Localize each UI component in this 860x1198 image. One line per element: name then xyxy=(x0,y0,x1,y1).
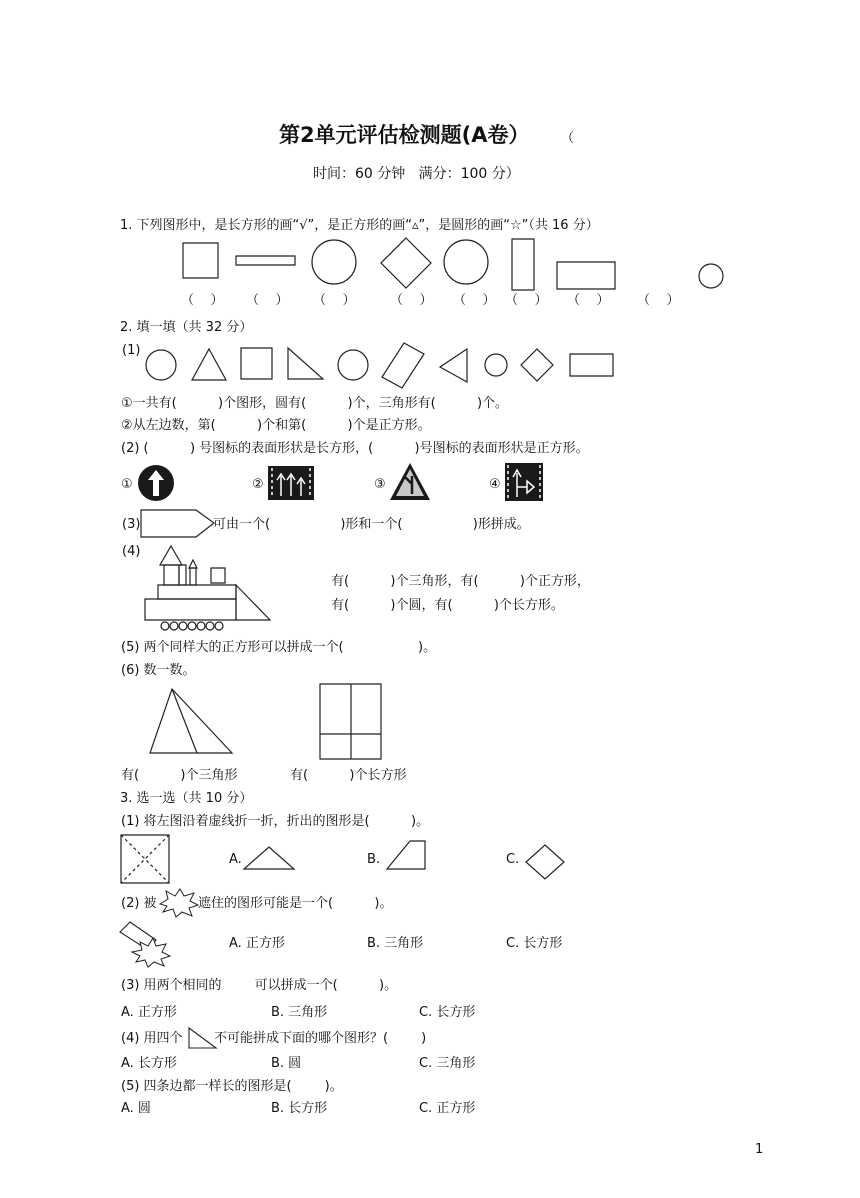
starburst-cover-icon xyxy=(158,888,200,918)
q1-answer-1[interactable]: （ ） xyxy=(181,293,224,308)
q3-p3-option-b[interactable]: B. 三角形 xyxy=(271,1005,328,1020)
q2-p1-label: (1) xyxy=(122,343,141,358)
q1-text: 1. 下列图形中，是长方形的画“√”，是正方形的画“▵”，是圆形的画“☆”（共 16 分） xyxy=(120,218,599,233)
q1-answer-3[interactable]: （ ） xyxy=(313,293,356,308)
q3-p1-option-b[interactable]: B. xyxy=(367,852,381,867)
q3-p4-option-c[interactable]: C. 三角形 xyxy=(419,1056,476,1071)
option-c-diamond xyxy=(526,845,564,879)
q1-answer-8[interactable]: （ ） xyxy=(637,293,680,308)
q2-p4-line2: 有( )个圆，有( )个长方形。 xyxy=(331,598,564,613)
q2-p2-text: (2) ( ) 号图标的表面形状是长方形，( )号图标的表面形状是正方形。 xyxy=(121,441,589,456)
q2-p4-line1: 有( )个三角形，有( )个正方形， xyxy=(331,574,590,589)
q3-p5-option-b[interactable]: B. 长方形 xyxy=(271,1101,328,1116)
q2-p1-line2: ②从左边数，第( )个和第( )个是正方形。 xyxy=(121,418,431,433)
q2-p5-text: (5) 两个同样大的正方形可以拼成一个( )。 xyxy=(121,640,437,655)
q3-p1-option-a[interactable]: A. xyxy=(229,852,242,867)
q2-p6-ans-triangle: 有( )个三角形 xyxy=(121,768,238,783)
q3-p4-text-a: (4) 用四个 xyxy=(121,1031,183,1046)
q1-answer-7[interactable]: （ ） xyxy=(567,293,610,308)
q3-p2-text-a: (2) 被 xyxy=(121,896,157,911)
q2-header: 2. 填一填（共 32 分） xyxy=(120,320,253,335)
q3-p5-option-a[interactable]: A. 圆 xyxy=(121,1101,151,1116)
q1-answer-5[interactable]: （ ） xyxy=(453,293,496,308)
q2-p6-text: (6) 数一数。 xyxy=(121,663,196,678)
q3-p1-option-c[interactable]: C. xyxy=(506,852,520,867)
q2-p1-line1: ①一共有( )个图形，圆有( )个，三角形有( )个。 xyxy=(121,396,509,411)
q2-p6-ans-rect: 有( )个长方形 xyxy=(290,768,407,783)
q2-icon-label-2: ② xyxy=(252,477,264,492)
fold-square xyxy=(121,835,169,883)
q3-p3-text: (3) 用两个相同的 可以拼成一个( )。 xyxy=(121,978,398,993)
q3-p1-text: (1) 将左图沿着虚线折一折，折出的图形是( )。 xyxy=(121,814,430,829)
q3-p2-option-c[interactable]: C. 长方形 xyxy=(506,936,563,951)
q2-icon-label-4: ④ xyxy=(489,477,501,492)
q1-answer-2[interactable]: （ ） xyxy=(246,293,289,308)
q2-p3-text: 可由一个( )形和一个( )形拼成。 xyxy=(213,517,530,532)
q3-p2-option-a[interactable]: A. 正方形 xyxy=(229,936,285,951)
q3-p4-text-b: 不可能拼成下面的哪个图形？( ) xyxy=(214,1031,427,1046)
q1-answer-6[interactable]: （ ） xyxy=(505,293,548,308)
q3-p2-option-b[interactable]: B. 三角形 xyxy=(367,936,424,951)
q3-p4-option-a[interactable]: A. 长方形 xyxy=(121,1056,177,1071)
q1-answer-4[interactable]: （ ） xyxy=(390,293,433,308)
q2-icon-label-1: ① xyxy=(121,477,133,492)
q2-p3-label: (3) xyxy=(122,517,141,532)
q2-p4-label: (4) xyxy=(122,544,141,559)
q3-p5-option-c[interactable]: C. 正方形 xyxy=(419,1101,476,1116)
page-number: 1 xyxy=(755,1142,764,1157)
option-a-triangle xyxy=(244,847,294,869)
title-tail: （ xyxy=(561,131,575,146)
q2-icon-label-3: ③ xyxy=(374,477,386,492)
q3-p3-option-c[interactable]: C. 长方形 xyxy=(419,1005,476,1020)
exam-info: 时间：60 分钟 满分：100 分） xyxy=(313,166,520,182)
q3-p2-hidden-shape xyxy=(118,920,174,968)
q3-p2-text-b: 遮住的图形可能是一个( )。 xyxy=(198,896,393,911)
q3-p3-option-a[interactable]: A. 正方形 xyxy=(121,1005,177,1020)
page-title: 第2单元评估检测题(A卷） xyxy=(279,123,530,147)
q3-p4-option-b[interactable]: B. 圆 xyxy=(271,1056,302,1071)
q3-p5-text: (5) 四条边都一样长的图形是( )。 xyxy=(121,1079,343,1094)
option-b-trapezoid xyxy=(387,841,425,869)
q3-header: 3. 选一选（共 10 分） xyxy=(120,791,253,806)
